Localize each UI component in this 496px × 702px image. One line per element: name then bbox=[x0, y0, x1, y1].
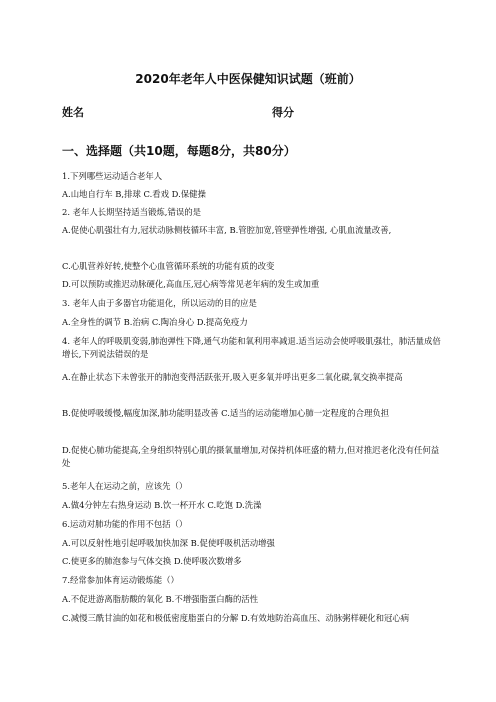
question-2-options-ab: A.促使心肌强壮有力,冠状动脉侧枝循环丰富, B.管腔加宽,管壁弹性增强, 心肌血流量改善, bbox=[62, 225, 392, 235]
question-7-options-ab: A.不促进游离脂肪酸的氧化 B.不增强脂蛋白酶的活性 bbox=[62, 594, 259, 604]
question-4-option-d: D.促使心肺功能提高,全身组织特别心肌的摄氧量增加,对保持机体旺盛的精力,但对推迟老化没有任何益处 bbox=[62, 445, 440, 468]
question-4-options-bc: B.促使呼吸缓慢,幅度加深,肺功能明显改善 C.适当的运动能增加心肺一定程度的合理负担 bbox=[62, 408, 390, 418]
exam-title: 2020年老年人中医保健知识试题（班前） bbox=[135, 72, 361, 86]
question-7: 7.经常参加体育运动锻炼能（） bbox=[62, 575, 179, 585]
question-1-options: A.山地自行车 B,排球 C.看戏 D.保健操 bbox=[62, 189, 206, 199]
question-3-options: A.全身性的调节 B.治病 C.陶冶身心 D.提高免疫力 bbox=[62, 317, 248, 327]
question-1: 1.下列哪些运动适合老年人 bbox=[62, 171, 163, 181]
section-heading: 一、选择题（共10题，每题8分，共80分） bbox=[62, 144, 296, 158]
question-2: 2. 老年人长期坚持适当锻炼,错误的是 bbox=[62, 207, 201, 217]
question-4-option-a: A.在静止状态下未曾张开的肺泡变得活跃张开,吸入更多氧并呼出更多二氧化碳,氧交换率提高 bbox=[62, 372, 403, 382]
name-label: 姓名 bbox=[62, 106, 84, 119]
question-4: 4. 老年人的呼吸肌变弱,肺泡弹性下降,通气功能和氧利用率减退.适当运动会使呼吸肌强壮，肺活量成倍增长,下列说法错误的是 bbox=[62, 336, 441, 359]
question-5-options: A.做4分钟左右热身运动 B.饮一杯开水 C.吃饱 D.洗澡 bbox=[62, 500, 262, 510]
question-7-options-cd: C.减慢三酰甘油的如花和极低密度脂蛋白的分解 D.有效地防治高血压、动脉粥样硬化和冠心病 bbox=[62, 613, 410, 623]
score-label: 得分 bbox=[272, 106, 294, 119]
question-2-option-d: D.可以预防或推迟动脉硬化,高血压,冠心病等常见老年病的发生或加重 bbox=[62, 279, 320, 289]
question-6: 6.运动对肺功能的作用不包括（） bbox=[62, 519, 188, 529]
question-2-option-c: C.心肌营养好转,使整个心血管循环系统的功能有质的改变 bbox=[62, 261, 275, 271]
question-6-options-cd: C.使更多的肺泡参与气体交换 D.使呼吸次数增多 bbox=[62, 556, 242, 566]
question-5: 5.老年人在运动之前，应该先（） bbox=[62, 481, 188, 491]
question-6-options-ab: A.可以反射性地引起呼吸加快加深 B.促使呼吸机活动增强 bbox=[62, 538, 275, 548]
question-3: 3. 老年人由于多器官功能退化，所以运动的目的应是 bbox=[62, 298, 257, 308]
